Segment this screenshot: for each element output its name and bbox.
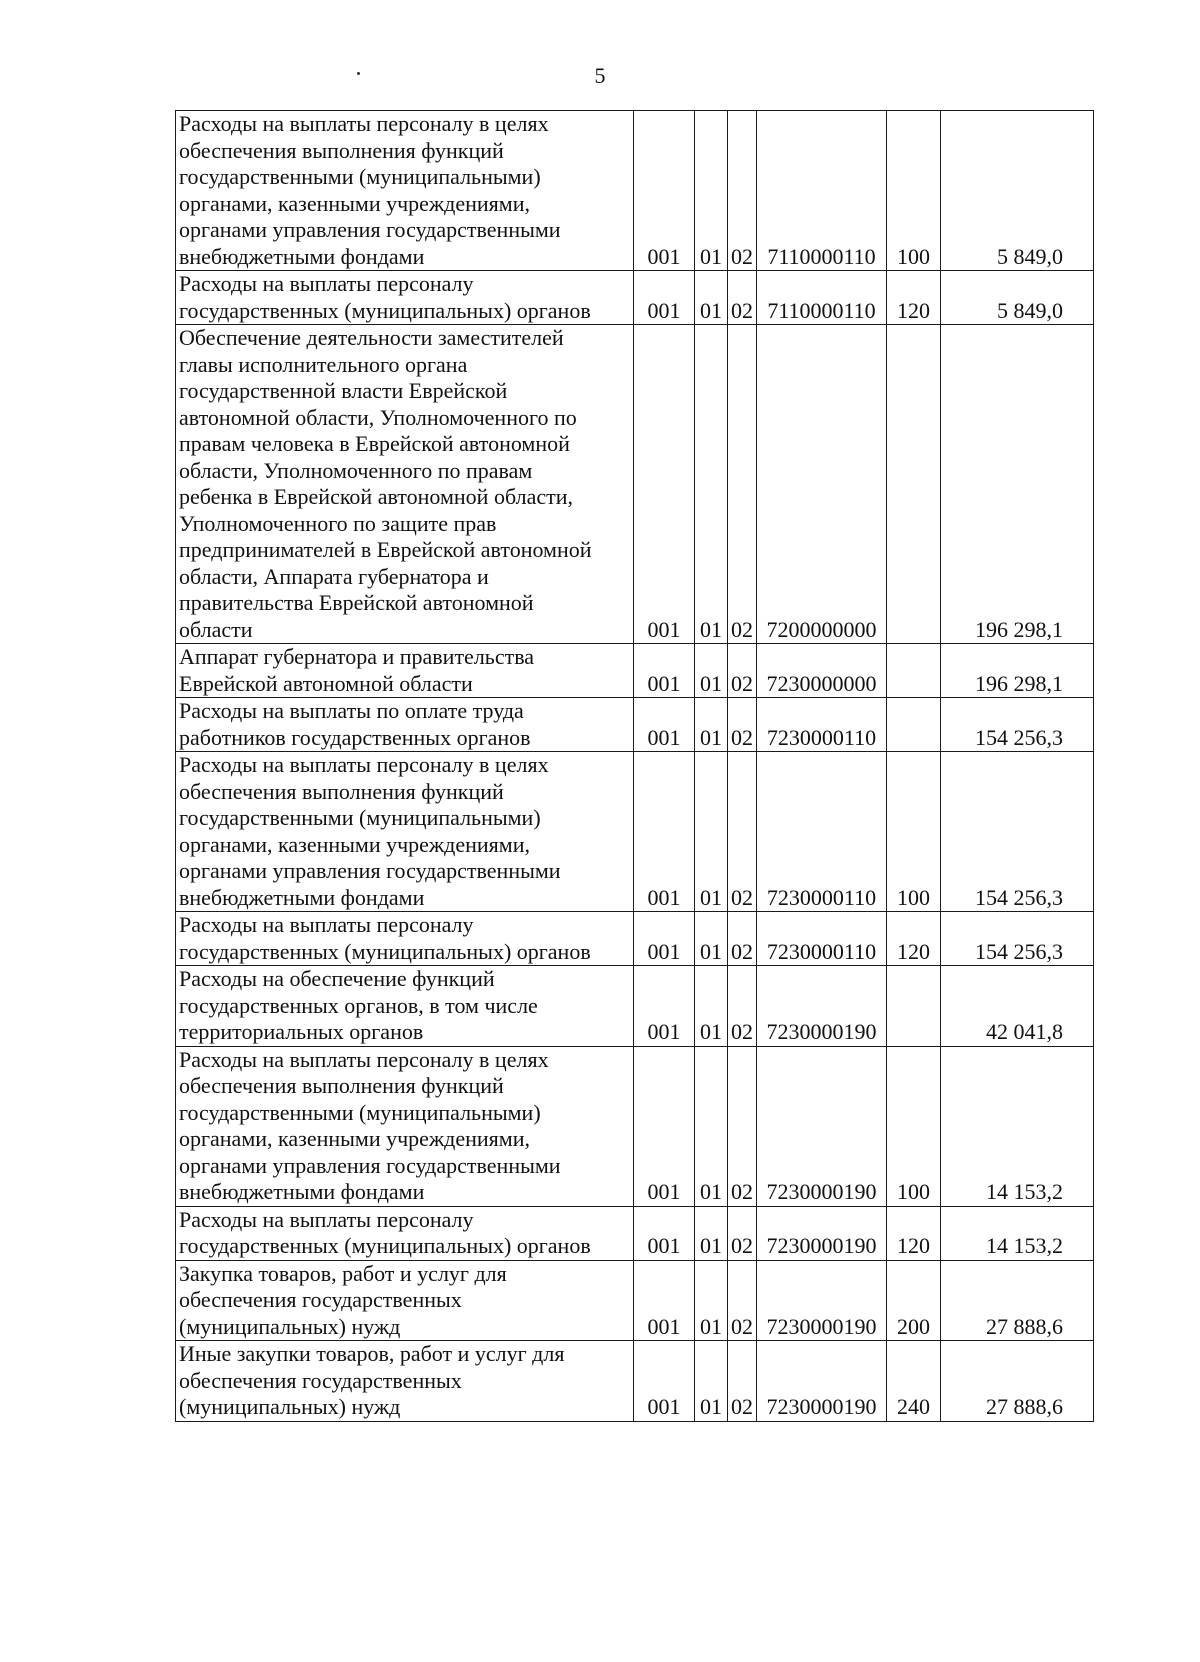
description-line: Расходы на выплаты персоналу в целях bbox=[179, 1046, 549, 1072]
description-line: государственных (муниципальных) органов bbox=[179, 1233, 591, 1258]
description-line: ребенка в Еврейской автономной области, bbox=[179, 484, 573, 509]
expense-type-cell: 120 bbox=[887, 1206, 941, 1260]
ved-code-cell: 001 bbox=[634, 1046, 695, 1206]
target-article-cell: 7230000000 bbox=[757, 644, 887, 698]
ved-code-cell: 001 bbox=[634, 1341, 695, 1422]
description-line: Иные закупки товаров, работ и услуг для bbox=[179, 1341, 565, 1366]
description-line: государственной власти Еврейской bbox=[179, 378, 508, 403]
amount-cell: 154 256,3 bbox=[941, 698, 1094, 752]
subsection-code-cell: 02 bbox=[728, 271, 757, 325]
amount-cell: 5 849,0 bbox=[941, 111, 1094, 271]
ved-code-cell: 001 bbox=[634, 1260, 695, 1341]
table-row bbox=[176, 912, 1094, 966]
amount-cell: 154 256,3 bbox=[941, 912, 1094, 966]
table-row bbox=[176, 1341, 1094, 1422]
description-line: обеспечения государственных bbox=[179, 1367, 462, 1393]
description-line: государственных органов, в том числе bbox=[179, 992, 538, 1018]
section-code-cell: 01 bbox=[695, 1046, 728, 1206]
target-article-cell: 7230000190 bbox=[757, 966, 887, 1047]
subsection-code-cell: 02 bbox=[728, 966, 757, 1047]
description-line: Расходы на выплаты персоналу bbox=[179, 912, 474, 937]
section-code-cell: 01 bbox=[695, 752, 728, 912]
subsection-code-cell: 02 bbox=[728, 752, 757, 912]
section-code-cell: 01 bbox=[695, 1206, 728, 1260]
target-article-cell: 7110000110 bbox=[757, 111, 887, 271]
description-line: Еврейской автономной области bbox=[179, 670, 473, 696]
table-row bbox=[176, 325, 1094, 644]
amount-cell: 27 888,6 bbox=[941, 1260, 1094, 1341]
table-row bbox=[176, 698, 1094, 752]
description-line: государственными (муниципальными) bbox=[179, 164, 541, 189]
table-row bbox=[176, 271, 1094, 325]
ved-code-cell: 001 bbox=[634, 271, 695, 325]
expense-type-cell: 240 bbox=[887, 1341, 941, 1422]
description-cell bbox=[176, 1206, 634, 1260]
expense-type-cell bbox=[887, 325, 941, 644]
expense-type-cell: 120 bbox=[887, 271, 941, 325]
target-article-cell: 7230000110 bbox=[757, 752, 887, 912]
ved-code-cell: 001 bbox=[634, 752, 695, 912]
subsection-code-cell: 02 bbox=[728, 698, 757, 752]
description-line: государственных (муниципальных) органов bbox=[179, 938, 591, 964]
target-article-cell: 7230000190 bbox=[757, 1206, 887, 1260]
description-line: внебюджетными фондами bbox=[179, 1179, 425, 1204]
budget-table bbox=[175, 110, 1094, 1422]
description-line: обеспечения выполнения функций bbox=[179, 137, 504, 163]
amount-cell: 14 153,2 bbox=[941, 1046, 1094, 1206]
description-line: Расходы на выплаты персоналу в целях bbox=[179, 752, 549, 777]
amount-cell: 196 298,1 bbox=[941, 644, 1094, 698]
description-line: Расходы на выплаты персоналу bbox=[179, 271, 474, 296]
target-article-cell: 7230000190 bbox=[757, 1341, 887, 1422]
description-cell bbox=[176, 271, 634, 325]
target-article-cell: 7230000190 bbox=[757, 1260, 887, 1341]
description-line: государственными (муниципальными) bbox=[179, 1099, 541, 1125]
description-line: территориальных органов bbox=[179, 1019, 424, 1044]
description-line: (муниципальных) нужд bbox=[179, 1313, 401, 1339]
description-line: правительства Еврейской автономной bbox=[179, 590, 534, 615]
description-line: области, Уполномоченного по правам bbox=[179, 457, 533, 483]
ved-code-cell: 001 bbox=[634, 698, 695, 752]
subsection-code-cell: 02 bbox=[728, 1260, 757, 1341]
description-line: области, Аппарата губернатора и bbox=[179, 563, 489, 589]
description-cell bbox=[176, 1341, 634, 1422]
expense-type-cell bbox=[887, 966, 941, 1047]
description-cell bbox=[176, 325, 634, 644]
description-cell bbox=[176, 1260, 634, 1341]
ved-code-cell: 001 bbox=[634, 912, 695, 966]
description-line: области bbox=[179, 616, 253, 642]
section-code-cell: 01 bbox=[695, 644, 728, 698]
description-line: внебюджетными фондами bbox=[179, 884, 425, 910]
description-cell bbox=[176, 752, 634, 912]
subsection-code-cell: 02 bbox=[728, 1341, 757, 1422]
section-code-cell: 01 bbox=[695, 698, 728, 752]
description-line: главы исполнительного органа bbox=[179, 351, 468, 377]
table-row bbox=[176, 111, 1094, 271]
description-line: Расходы на обеспечение функций bbox=[179, 966, 495, 991]
description-line: автономной области, Уполномоченного по bbox=[179, 404, 577, 430]
description-line: органами, казенными учреждениями, bbox=[179, 190, 530, 216]
target-article-cell: 7230000190 bbox=[757, 1046, 887, 1206]
description-line: (муниципальных) нужд bbox=[179, 1394, 401, 1419]
description-line: работников государственных органов bbox=[179, 724, 531, 750]
amount-cell: 27 888,6 bbox=[941, 1341, 1094, 1422]
ved-code-cell: 001 bbox=[634, 1206, 695, 1260]
ved-code-cell: 001 bbox=[634, 966, 695, 1047]
section-code-cell: 01 bbox=[695, 111, 728, 271]
description-line: Аппарат губернатора и правительства bbox=[179, 644, 535, 669]
section-code-cell: 01 bbox=[695, 1260, 728, 1341]
expense-type-cell bbox=[887, 644, 941, 698]
description-line: правам человека в Еврейской автономной bbox=[179, 431, 570, 456]
ved-code-cell: 001 bbox=[634, 325, 695, 644]
section-code-cell: 01 bbox=[695, 966, 728, 1047]
description-line: обеспечения выполнения функций bbox=[179, 778, 504, 804]
description-line: Расходы на выплаты персоналу в целях bbox=[179, 111, 549, 136]
amount-cell: 5 849,0 bbox=[941, 271, 1094, 325]
subsection-code-cell: 02 bbox=[728, 644, 757, 698]
description-line: органами управления государственными bbox=[179, 858, 561, 883]
description-line: органами управления государственными bbox=[179, 1152, 561, 1178]
description-line: органами управления государственными bbox=[179, 217, 561, 242]
table-row bbox=[176, 1046, 1094, 1206]
description-line: Закупка товаров, работ и услуг для bbox=[179, 1260, 507, 1286]
table-row bbox=[176, 1206, 1094, 1260]
expense-type-cell: 120 bbox=[887, 912, 941, 966]
table-row bbox=[176, 966, 1094, 1047]
description-cell bbox=[176, 111, 634, 271]
description-cell bbox=[176, 1046, 634, 1206]
description-line: обеспечения выполнения функций bbox=[179, 1073, 504, 1098]
description-line: Обеспечение деятельности заместителей bbox=[179, 325, 564, 350]
ved-code-cell: 001 bbox=[634, 111, 695, 271]
amount-cell: 154 256,3 bbox=[941, 752, 1094, 912]
target-article-cell: 7200000000 bbox=[757, 325, 887, 644]
subsection-code-cell: 02 bbox=[728, 1206, 757, 1260]
amount-cell: 14 153,2 bbox=[941, 1206, 1094, 1260]
expense-type-cell bbox=[887, 698, 941, 752]
expense-type-cell: 200 bbox=[887, 1260, 941, 1341]
table-row bbox=[176, 644, 1094, 698]
subsection-code-cell: 02 bbox=[728, 1046, 757, 1206]
subsection-code-cell: 02 bbox=[728, 912, 757, 966]
table-row bbox=[176, 1260, 1094, 1341]
page-number: 5 bbox=[594, 63, 606, 88]
amount-cell: 42 041,8 bbox=[941, 966, 1094, 1047]
target-article-cell: 7230000110 bbox=[757, 698, 887, 752]
description-cell bbox=[176, 644, 634, 698]
description-line: предпринимателей в Еврейской автономной bbox=[179, 537, 592, 562]
description-line: органами, казенными учреждениями, bbox=[179, 1126, 530, 1151]
expense-type-cell: 100 bbox=[887, 1046, 941, 1206]
description-line: государственными (муниципальными) bbox=[179, 805, 541, 830]
description-line: Расходы на выплаты по оплате труда bbox=[179, 698, 524, 723]
expense-type-cell: 100 bbox=[887, 752, 941, 912]
table-row bbox=[176, 752, 1094, 912]
description-line: государственных (муниципальных) органов bbox=[179, 297, 591, 323]
section-code-cell: 01 bbox=[695, 1341, 728, 1422]
description-cell bbox=[176, 698, 634, 752]
subsection-code-cell: 02 bbox=[728, 111, 757, 271]
subsection-code-cell: 02 bbox=[728, 325, 757, 644]
amount-cell: 196 298,1 bbox=[941, 325, 1094, 644]
description-line: Расходы на выплаты персоналу bbox=[179, 1206, 474, 1232]
section-code-cell: 01 bbox=[695, 912, 728, 966]
description-line: внебюджетными фондами bbox=[179, 243, 425, 269]
description-line: органами, казенными учреждениями, bbox=[179, 831, 530, 857]
description-cell bbox=[176, 912, 634, 966]
section-code-cell: 01 bbox=[695, 271, 728, 325]
description-cell bbox=[176, 966, 634, 1047]
budget-table-body bbox=[176, 111, 1094, 1422]
description-line: Уполномоченного по защите прав bbox=[179, 510, 497, 536]
expense-type-cell: 100 bbox=[887, 111, 941, 271]
scan-speck bbox=[357, 72, 360, 75]
target-article-cell: 7110000110 bbox=[757, 271, 887, 325]
section-code-cell: 01 bbox=[695, 325, 728, 644]
ved-code-cell: 001 bbox=[634, 644, 695, 698]
target-article-cell: 7230000110 bbox=[757, 912, 887, 966]
description-line: обеспечения государственных bbox=[179, 1287, 462, 1312]
